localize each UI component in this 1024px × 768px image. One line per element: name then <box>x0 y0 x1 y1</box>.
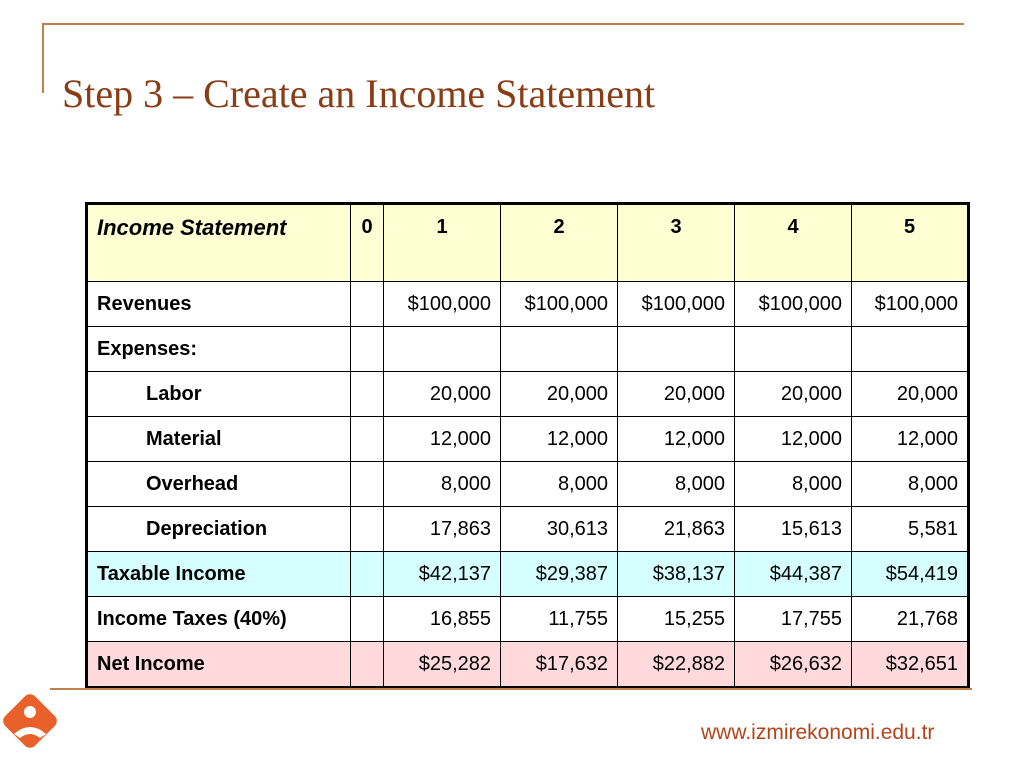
row-label: Depreciation <box>87 507 351 552</box>
year-header: 4 <box>735 204 852 282</box>
table-cell: 17,863 <box>384 507 501 552</box>
table-cell: 20,000 <box>618 372 735 417</box>
table-cell: $38,137 <box>618 552 735 597</box>
table-cell: $25,282 <box>384 642 501 688</box>
year-header: 1 <box>384 204 501 282</box>
table-cell <box>351 327 384 372</box>
table-cell: $26,632 <box>735 642 852 688</box>
table-cell: 8,000 <box>618 462 735 507</box>
table-cell: 20,000 <box>501 372 618 417</box>
table-cell: $29,387 <box>501 552 618 597</box>
row-label: Net Income <box>87 642 351 688</box>
table-cell <box>351 507 384 552</box>
table-cell <box>351 462 384 507</box>
frame-top-line <box>42 23 964 25</box>
taxable-income-row <box>87 552 969 597</box>
table-cell: 11,755 <box>501 597 618 642</box>
income-taxes-row <box>87 597 969 642</box>
table-cell: 20,000 <box>384 372 501 417</box>
overhead-row <box>87 462 969 507</box>
table-cell <box>351 597 384 642</box>
table-cell: $17,632 <box>501 642 618 688</box>
net-income-row <box>87 642 969 688</box>
table-cell: 21,863 <box>618 507 735 552</box>
slide-title: Step 3 – Create an Income Statement <box>62 71 656 116</box>
material-row <box>87 417 969 462</box>
table-cell <box>618 327 735 372</box>
table-cell: $54,419 <box>852 552 969 597</box>
table-cell <box>852 327 969 372</box>
table-cell: 16,855 <box>384 597 501 642</box>
table-cell: 12,000 <box>618 417 735 462</box>
expenses-row <box>87 327 969 372</box>
table-cell: $100,000 <box>852 282 969 327</box>
year-header: 0 <box>351 204 384 282</box>
table-cell: 30,613 <box>501 507 618 552</box>
table-cell <box>735 327 852 372</box>
university-logo-icon <box>0 690 60 752</box>
table-cell: 20,000 <box>852 372 969 417</box>
row-label: Revenues <box>87 282 351 327</box>
table-cell: 20,000 <box>735 372 852 417</box>
table-cell: $100,000 <box>618 282 735 327</box>
table-cell <box>351 417 384 462</box>
table-cell <box>351 282 384 327</box>
table-cell <box>501 327 618 372</box>
table-cell: 8,000 <box>384 462 501 507</box>
frame-bottom-line <box>50 688 972 690</box>
table-cell: 17,755 <box>735 597 852 642</box>
header-row <box>87 204 969 282</box>
frame-left-line <box>42 23 44 93</box>
table-cell: $42,137 <box>384 552 501 597</box>
table-cell: 5,581 <box>852 507 969 552</box>
table-cell: 8,000 <box>735 462 852 507</box>
row-label: Expenses: <box>87 327 351 372</box>
labor-row <box>87 372 969 417</box>
row-label: Overhead <box>87 462 351 507</box>
table-cell <box>351 372 384 417</box>
row-label: Income Taxes (40%) <box>87 597 351 642</box>
table-cell: 12,000 <box>852 417 969 462</box>
header-label: Income Statement <box>87 204 351 282</box>
table-cell: 15,613 <box>735 507 852 552</box>
table-cell <box>351 552 384 597</box>
table-cell: 8,000 <box>852 462 969 507</box>
table-cell: 21,768 <box>852 597 969 642</box>
year-header: 2 <box>501 204 618 282</box>
table-cell: 8,000 <box>501 462 618 507</box>
table-cell <box>384 327 501 372</box>
table-cell: 12,000 <box>384 417 501 462</box>
revenues-row <box>87 282 969 327</box>
footer-url: www.izmirekonomi.edu.tr <box>701 721 935 744</box>
table-cell: $100,000 <box>735 282 852 327</box>
income-statement-table <box>85 202 970 689</box>
table-cell: $100,000 <box>384 282 501 327</box>
table-cell: $44,387 <box>735 552 852 597</box>
row-label: Labor <box>87 372 351 417</box>
table-cell: $100,000 <box>501 282 618 327</box>
table-cell: 12,000 <box>735 417 852 462</box>
year-header: 5 <box>852 204 969 282</box>
row-label: Taxable Income <box>87 552 351 597</box>
table-cell: 12,000 <box>501 417 618 462</box>
year-header: 3 <box>618 204 735 282</box>
table-cell: 15,255 <box>618 597 735 642</box>
row-label: Material <box>87 417 351 462</box>
table-cell: $22,882 <box>618 642 735 688</box>
table-cell: $32,651 <box>852 642 969 688</box>
depreciation-row <box>87 507 969 552</box>
table-cell <box>351 642 384 688</box>
